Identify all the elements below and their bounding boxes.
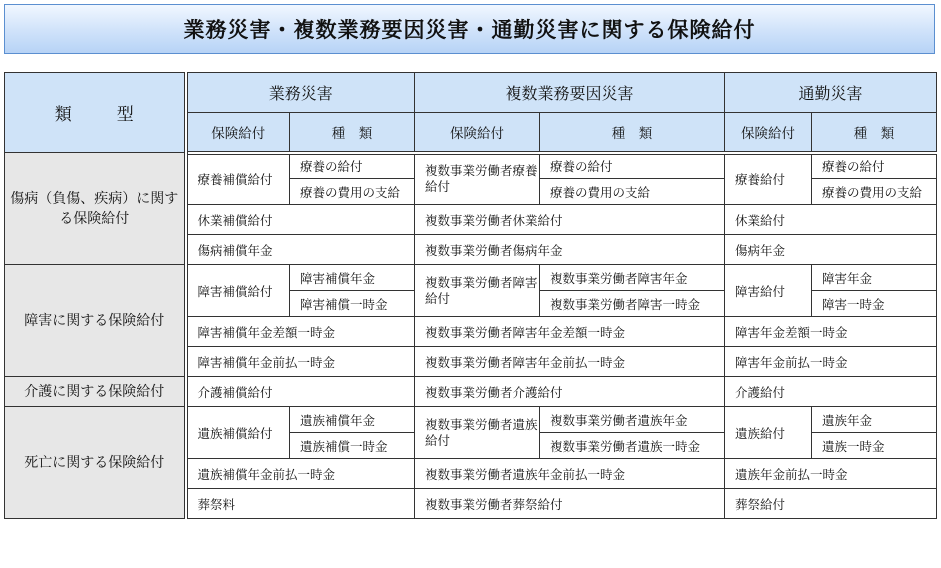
category-care: 介護に関する保険給付 — [5, 377, 186, 407]
benefit-cell: 複数事業労働者休業給付 — [415, 205, 725, 235]
header-benefit: 保険給付 — [725, 113, 812, 153]
benefit-cell: 障害給付 — [725, 265, 812, 317]
benefit-cell: 葬祭給付 — [725, 489, 937, 519]
benefit-cell: 複数事業労働者療養給付 — [415, 153, 540, 205]
header-row-groups — [5, 73, 937, 113]
benefit-cell: 複数事業労働者介護給付 — [415, 377, 725, 407]
kind-cell: 複数事業労働者障害年金 — [540, 265, 725, 291]
kind-cell: 複数事業労働者障害一時金 — [540, 291, 725, 317]
kind-cell: 遺族年金 — [812, 407, 937, 433]
header-type: 類 型 — [5, 73, 186, 153]
table-row — [5, 407, 937, 433]
header-group-multi: 複数業務要因災害 — [415, 73, 725, 113]
benefit-cell: 障害補償年金前払一時金 — [186, 347, 415, 377]
page-title: 業務災害・複数業務要因災害・通勤災害に関する保険給付 — [4, 4, 935, 54]
benefit-cell: 介護給付 — [725, 377, 937, 407]
category-death: 死亡に関する保険給付 — [5, 407, 186, 519]
category-disability: 障害に関する保険給付 — [5, 265, 186, 377]
benefit-cell: 遺族補償給付 — [186, 407, 290, 459]
kind-cell: 療養の給付 — [812, 153, 937, 179]
table-row — [5, 377, 937, 407]
benefit-cell: 遺族年金前払一時金 — [725, 459, 937, 489]
kind-cell: 療養の費用の支給 — [812, 179, 937, 205]
kind-cell: 療養の給付 — [290, 153, 415, 179]
benefit-cell: 遺族補償年金前払一時金 — [186, 459, 415, 489]
kind-cell: 療養の費用の支給 — [290, 179, 415, 205]
benefit-cell: 複数事業労働者障害給付 — [415, 265, 540, 317]
kind-cell: 障害一時金 — [812, 291, 937, 317]
benefit-cell: 障害補償給付 — [186, 265, 290, 317]
benefit-cell: 障害年金差額一時金 — [725, 317, 937, 347]
category-injury: 傷病（負傷、疾病）に関する保険給付 — [5, 153, 186, 265]
header-benefit: 保険給付 — [415, 113, 540, 153]
benefit-cell: 障害年金前払一時金 — [725, 347, 937, 377]
kind-cell: 療養の費用の支給 — [540, 179, 725, 205]
kind-cell: 療養の給付 — [540, 153, 725, 179]
benefit-cell: 傷病年金 — [725, 235, 937, 265]
benefits-table — [4, 72, 937, 519]
benefit-cell: 複数事業労働者葬祭給付 — [415, 489, 725, 519]
benefit-cell: 休業補償給付 — [186, 205, 415, 235]
benefit-cell: 療養補償給付 — [186, 153, 290, 205]
kind-cell: 複数事業労働者遺族一時金 — [540, 433, 725, 459]
benefit-cell: 傷病補償年金 — [186, 235, 415, 265]
benefit-cell: 休業給付 — [725, 205, 937, 235]
header-group-occupational: 業務災害 — [186, 73, 415, 113]
benefit-cell: 複数事業労働者遺族年金前払一時金 — [415, 459, 725, 489]
header-kind: 種 類 — [812, 113, 937, 153]
benefit-cell: 複数事業労働者障害年金前払一時金 — [415, 347, 725, 377]
benefit-cell: 障害補償年金差額一時金 — [186, 317, 415, 347]
kind-cell: 遺族補償年金 — [290, 407, 415, 433]
header-kind: 種 類 — [290, 113, 415, 153]
table-row — [5, 265, 937, 291]
benefit-cell: 複数事業労働者障害年金差額一時金 — [415, 317, 725, 347]
benefit-cell: 複数事業労働者傷病年金 — [415, 235, 725, 265]
kind-cell: 複数事業労働者遺族年金 — [540, 407, 725, 433]
header-group-commute: 通勤災害 — [725, 73, 937, 113]
kind-cell: 障害年金 — [812, 265, 937, 291]
kind-cell: 障害補償一時金 — [290, 291, 415, 317]
kind-cell: 遺族補償一時金 — [290, 433, 415, 459]
header-benefit: 保険給付 — [186, 113, 290, 153]
benefit-cell: 遺族給付 — [725, 407, 812, 459]
header-kind: 種 類 — [540, 113, 725, 153]
benefit-cell: 葬祭料 — [186, 489, 415, 519]
benefit-cell: 複数事業労働者遺族給付 — [415, 407, 540, 459]
benefit-cell: 介護補償給付 — [186, 377, 415, 407]
table-row — [5, 153, 937, 179]
benefit-cell: 療養給付 — [725, 153, 812, 205]
kind-cell: 障害補償年金 — [290, 265, 415, 291]
kind-cell: 遺族一時金 — [812, 433, 937, 459]
